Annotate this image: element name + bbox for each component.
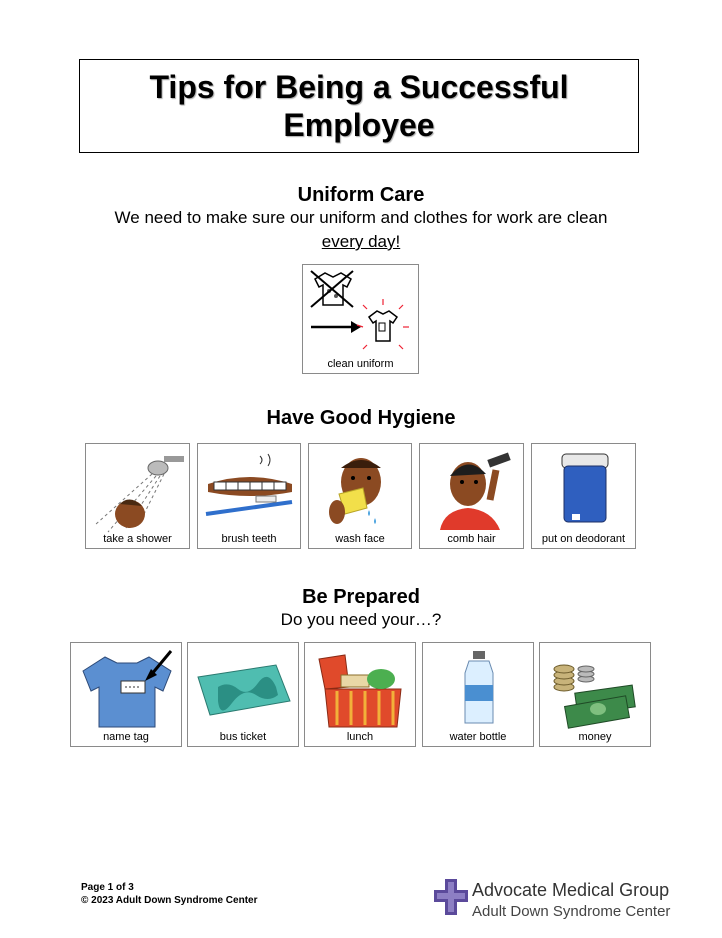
card-label: name tag bbox=[103, 731, 149, 743]
page-number: Page 1 of 3 bbox=[81, 882, 134, 893]
uniform-care-heading: Uniform Care bbox=[297, 184, 425, 206]
copyright: © 2023 Adult Down Syndrome Center bbox=[81, 895, 258, 906]
cross-logo-icon bbox=[434, 879, 468, 915]
advocate-logo bbox=[434, 877, 684, 921]
title-box bbox=[79, 59, 639, 153]
prepared-card bbox=[539, 642, 651, 747]
clean-uniform-card bbox=[302, 264, 419, 374]
card-label: lunch bbox=[346, 731, 374, 743]
prepared-card bbox=[70, 642, 182, 747]
card-label: brush teeth bbox=[221, 533, 277, 545]
prepared-card bbox=[422, 642, 534, 747]
every-day-text: every day! bbox=[321, 232, 401, 251]
hygiene-card bbox=[197, 443, 301, 549]
hygiene-card bbox=[531, 443, 636, 549]
card-label: clean uniform bbox=[327, 358, 394, 370]
card-label: take a shower bbox=[103, 533, 172, 545]
uniform-care-text-emphasis bbox=[0, 232, 722, 252]
card-label: bus ticket bbox=[219, 731, 267, 743]
hygiene-card bbox=[419, 443, 524, 549]
card-label: comb hair bbox=[447, 533, 496, 545]
hygiene-card bbox=[308, 443, 412, 549]
card-label: water bottle bbox=[449, 731, 507, 743]
page-title: Tips for Being a Successful Employee bbox=[149, 69, 569, 143]
uniform-care-text: We need to make sure our uniform and clothes for work are clean bbox=[114, 208, 608, 227]
hygiene-card bbox=[85, 443, 190, 549]
card-label: wash face bbox=[335, 533, 385, 545]
card-label: put on deodorant bbox=[541, 533, 626, 545]
footer bbox=[81, 881, 257, 907]
logo-name: Advocate Medical Group bbox=[472, 880, 670, 900]
hygiene-heading: Have Good Hygiene bbox=[266, 407, 456, 429]
prepared-card bbox=[187, 642, 299, 747]
prepared-heading: Be Prepared bbox=[302, 586, 420, 608]
logo-department: Adult Down Syndrome Center bbox=[472, 903, 671, 920]
card-label: money bbox=[578, 731, 612, 743]
prepared-question: Do you need your…? bbox=[280, 610, 442, 629]
prepared-card bbox=[304, 642, 416, 747]
